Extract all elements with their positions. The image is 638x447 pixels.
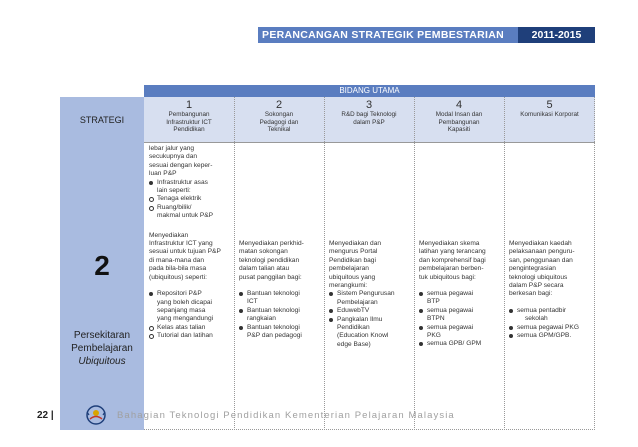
column-header-5: 5 Komunikasi Korporat xyxy=(504,97,595,142)
list-item: semua pegawai BTPN xyxy=(419,307,501,324)
list-item: EduwebTV xyxy=(329,307,411,315)
column-header-3: 3 R&D bagi Teknologi dalam P&P xyxy=(324,97,414,142)
list-item: semua pentadbir sekolah xyxy=(509,307,592,324)
column-header-2: 2 Sokongan Pedagogi dan Teknikal xyxy=(234,97,324,142)
header-year: 2011-2015 xyxy=(518,27,595,43)
ministry-logo-icon xyxy=(85,404,107,426)
column-divider xyxy=(414,97,415,430)
list-item: Tenaga elektrik xyxy=(149,195,231,203)
column-divider xyxy=(234,97,235,430)
column-header-1: 1 Pembangunan Infrastruktur ICT Pendidikan xyxy=(144,97,234,142)
column-1-content: lebar jalur yang secukupnya dan sesuai dengan keper- luan P&P Infrastruktur asas lain seperti: Tenaga elektrik Ruang/bilik/ makmal untuk P&P Menyediakan Infrastruktur ICT yang sesuai untuk tujuan P&P di mana-mana dan pada bila-bila masa (ubiquitous) seperti: Repositori P&P yang boleh dicapai sepanjang masa yang mengandungi Kelas atas talian Tutorial dan latihan xyxy=(144,142,234,430)
list-item: semua pegawai PKG xyxy=(419,324,501,341)
strategy-cell xyxy=(60,142,144,430)
strategi-header: STRATEGI xyxy=(60,97,144,142)
bidang-utama-header: BIDANG UTAMA xyxy=(144,85,595,97)
strategy-title: Persekitaran Pembelajaran Ubiquitous xyxy=(71,330,133,367)
column-header-4: 4 Modal Insan dan Pembangunan Kapasiti xyxy=(414,97,504,142)
list-item: Bantuan teknologi rangkaian xyxy=(239,307,321,324)
list-item: Bantuan teknologi ICT xyxy=(239,290,321,307)
list-item: semua pegawai PKG xyxy=(509,324,592,332)
header-title: PERANCANGAN STRATEGIK PEMBESTARIAN xyxy=(262,29,504,41)
column-5-content: Menyediakan kaedah pelaksanaan penguru- san, penggunaan dan pengintegrasian teknologi ubiquitous dalam P&P secara berkesan bagi: semua pentadbir sekolah semua pegawai PKG semua GPM/GPB. xyxy=(504,142,595,430)
column-4-content: Menyediakan skema latihan yang terancang dan komprehensif bagi pembelajaran berben- tuk ubiquitous bagi: semua pegawai BTP semua pegawai BTPN semua pegawai PKG semua GPB/ GPM xyxy=(414,142,504,430)
list-item: Infrastruktur asas lain seperti: xyxy=(149,179,231,196)
column-divider xyxy=(504,97,505,430)
list-item: Sistem Pengurusan Pembelajaran xyxy=(329,290,411,307)
list-item: Bantuan teknologi P&P dan pedagogi xyxy=(239,324,321,341)
strategy-table xyxy=(60,85,595,430)
page-number: 22 | xyxy=(37,410,54,421)
list-item: Pangkalan Ilmu Pendidikan (Education Knowl edge Base) xyxy=(329,316,411,350)
list-item: semua GPB/ GPM xyxy=(419,340,501,348)
list-item: semua pegawai BTP xyxy=(419,290,501,307)
column-divider xyxy=(594,97,595,430)
list-item: semua GPM/GPB. xyxy=(509,332,592,340)
strategy-number: 2 xyxy=(94,250,110,281)
column-2-content: Menyediakan perkhid- matan sokongan teknologi pendidikan dalam talian atau pusat panggilan bagi: Bantuan teknologi ICT Bantuan teknologi rangkaian Bantuan teknologi P&P dan pedagogi xyxy=(234,142,324,430)
list-item: Ruang/bilik/ makmal untuk P&P xyxy=(149,204,231,221)
list-item: Kelas atas talian xyxy=(149,324,231,332)
list-item: Tutorial dan latihan xyxy=(149,332,231,340)
column-3-content: Menyediakan dan mengurus Portal Pendidikan bagi pembelajaran ubiquitous yang merangkumi: Sistem Pengurusan Pembelajaran EduwebTV Pangkalan Ilmu Pendidikan (Education Knowl edge Base) xyxy=(324,142,414,430)
list-item: Repositori P&P yang boleh dicapai sepanjang masa yang mengandungi xyxy=(149,290,231,324)
footer-text: Bahagian Teknologi Pendidikan Kementerian Pelajaran Malaysia xyxy=(117,410,455,421)
column-divider xyxy=(324,97,325,430)
table-bottom-border xyxy=(144,429,595,430)
